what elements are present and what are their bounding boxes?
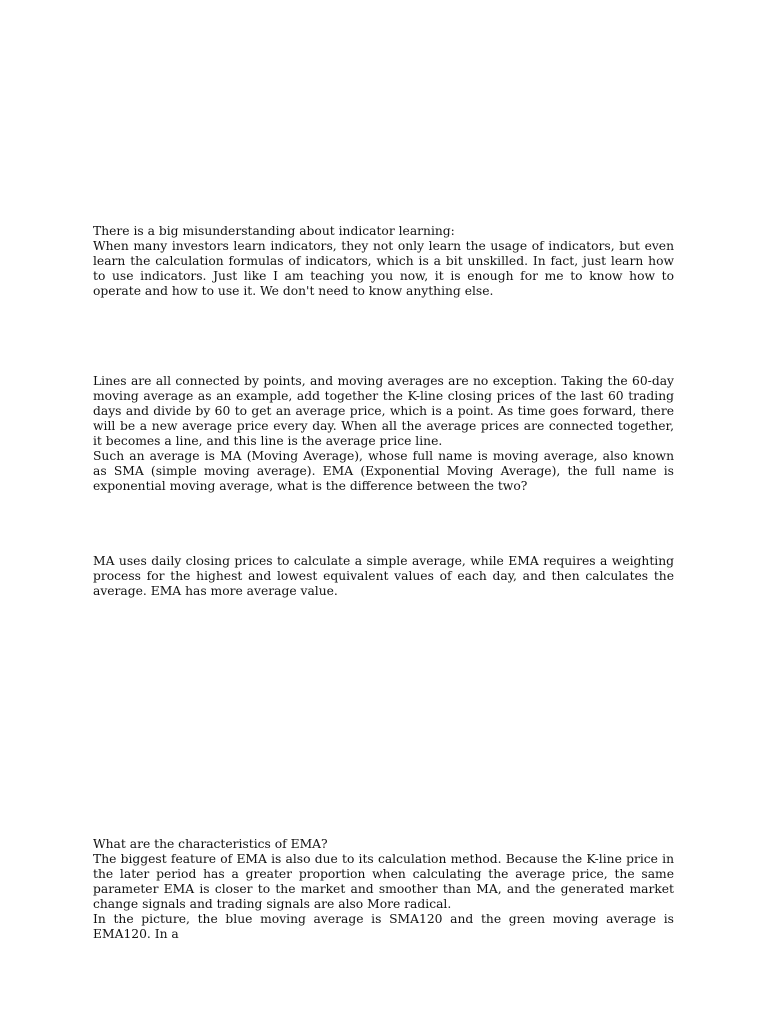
paragraph-body: Such an average is MA (Moving Average), whose full name is moving average, also known as SMA (simple moving average). EMA (Exponential Moving Average), the full name is exponential moving average, what is the difference between the two? — [93, 449, 674, 493]
paragraph-body: When many investors learn indicators, they not only learn the usage of indicators, but even learn the calculation formulas of indicators, which is a bit unskilled. In fact, just learn how to use indicators. Just like I am teaching you now, it is enough for me to know how to operate and how to use it. We don't need to know anything else. — [93, 239, 674, 298]
paragraph-heading: What are the characteristics of EMA? — [93, 837, 328, 851]
section-indicator-learning — [93, 224, 674, 299]
paragraph-body: Lines are all connected by points, and moving averages are no exception. Taking the 60-day moving average as an example, add together the K-line closing prices of the last 60 trading days and divide by 60 to get an average price, which is a point. As time goes forward, there will be a new average price every day. When all the average prices are connected together, it becomes a line, and this line is the average price line. — [93, 374, 674, 448]
paragraph-body: In the picture, the blue moving average is SMA120 and the green moving average is EMA120. In a — [93, 912, 674, 941]
paragraph-body: The biggest feature of EMA is also due to its calculation method. Because the K-line price in the later period has a greater proportion when calculating the average price, the same parameter EMA is closer to the market and smoother than MA, and the generated market change signals and trading signals are also More radical. — [93, 852, 674, 911]
paragraph-body: MA uses daily closing prices to calculate a simple average, while EMA requires a weighting process for the highest and lowest equivalent values of each day, and then calculates the average. EMA has more average value. — [93, 554, 674, 598]
paragraph-heading: There is a big misunderstanding about indicator learning: — [93, 224, 455, 238]
section-ema-characteristics — [93, 837, 674, 942]
section-ma-vs-ema — [93, 554, 674, 599]
section-moving-average — [93, 374, 674, 494]
